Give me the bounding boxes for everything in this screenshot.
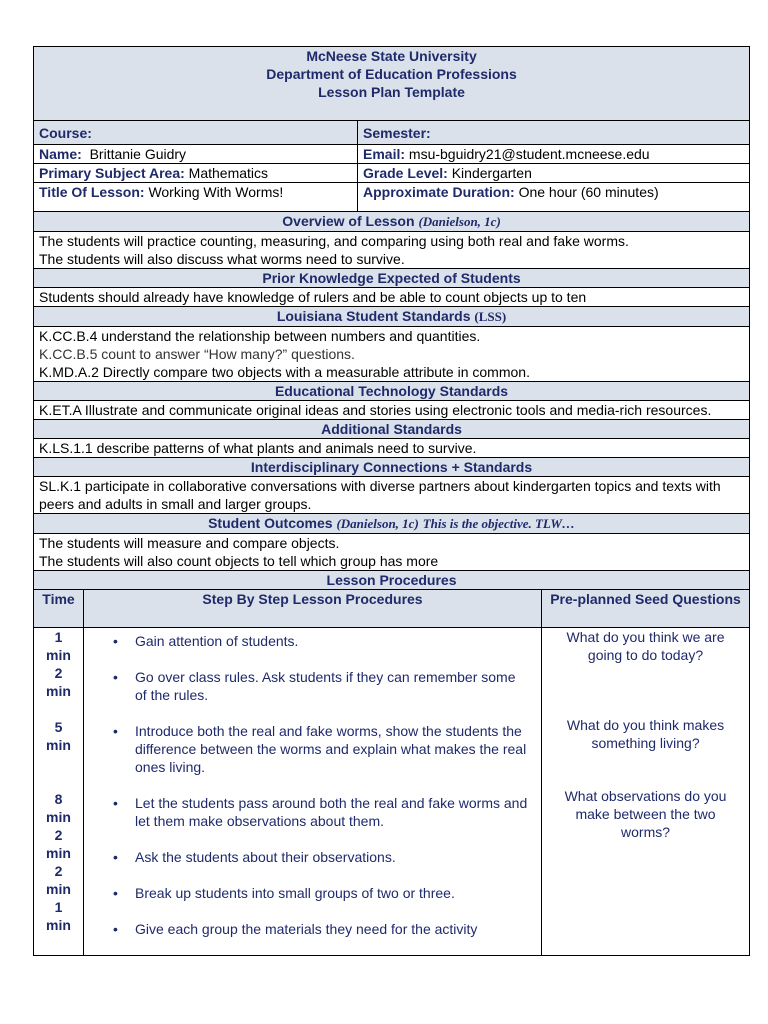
- subject-label: Primary Subject Area:: [39, 165, 185, 181]
- prior-heading-row: [34, 269, 750, 288]
- time-line: min: [46, 683, 71, 699]
- bullet-icon: •: [113, 885, 118, 901]
- tech-body-row: [34, 401, 750, 420]
- bullet-icon: •: [113, 795, 118, 811]
- step-text: Let the students pass around both the real and fake worms and let them make observations about them.: [135, 795, 528, 829]
- prior-knowledge-text: Students should already have knowledge of rulers and be able to count objects up to ten: [34, 288, 750, 307]
- university-name: McNeese State University: [306, 48, 477, 64]
- questions-column-header: Pre-planned Seed Questions: [542, 590, 750, 628]
- bullet-icon: •: [113, 849, 118, 865]
- time-line: 2: [54, 665, 63, 681]
- step-text: Go over class rules. Ask students if they can remember some of the rules.: [135, 669, 516, 703]
- title-row: [34, 183, 750, 212]
- time-column-header: Time: [34, 590, 84, 628]
- time-line: 8: [54, 791, 63, 807]
- step-text: Introduce both the real and fake worms, show the students the difference between the worms and explain what makes the real ones living.: [135, 723, 527, 775]
- time-line: 5: [54, 719, 63, 735]
- lesson-title-label: Title Of Lesson:: [39, 184, 145, 200]
- time-line: 2: [54, 863, 63, 879]
- outcomes-body: [34, 534, 750, 571]
- list-item: [89, 848, 536, 866]
- time-spacer: [39, 700, 78, 718]
- name-row: [34, 145, 750, 164]
- bullet-icon: •: [113, 723, 118, 739]
- lesson-title-cell: [34, 183, 358, 212]
- seed-question: What do you think makes something living?: [566, 717, 725, 751]
- list-item: [89, 668, 536, 704]
- lss-line-3: K.MD.A.2 Directly compare two objects with a measurable attribute in common.: [39, 364, 530, 380]
- overview-line-2: The students will also discuss what worms need to survive.: [39, 251, 405, 267]
- time-column: [34, 628, 84, 956]
- list-item: [89, 920, 536, 938]
- header-row: [34, 47, 750, 121]
- template-title: Lesson Plan Template: [318, 84, 465, 100]
- course-row: [34, 121, 750, 145]
- procedures-body-row: [34, 628, 750, 956]
- outcomes-line-1: The students will measure and compare objects.: [39, 535, 340, 551]
- outcomes-title: Student Outcomes: [208, 515, 333, 531]
- lss-body-row: [34, 327, 750, 382]
- grade-cell: [358, 164, 750, 183]
- course-cell: [34, 121, 358, 145]
- overview-heading-row: [34, 212, 750, 232]
- outcomes-heading-row: [34, 514, 750, 534]
- procedures-colhead-row: [34, 590, 750, 628]
- seed-question: What do you think we are going to do today?: [566, 629, 725, 663]
- time-line: min: [46, 917, 71, 933]
- steps-column-header: Step By Step Lesson Procedures: [84, 590, 542, 628]
- lss-heading: [34, 307, 750, 327]
- time-line: min: [46, 647, 71, 663]
- name-cell: [34, 145, 358, 164]
- name-label: Name:: [39, 146, 82, 162]
- prior-knowledge-heading: Prior Knowledge Expected of Students: [34, 269, 750, 288]
- additional-body-row: [34, 439, 750, 458]
- overview-reference: (Danielson, 1c): [418, 214, 501, 229]
- tech-standards-text: K.ET.A Illustrate and communicate original ideas and stories using electronic tools and media-rich resources.: [34, 401, 750, 420]
- grade-value: Kindergarten: [451, 165, 532, 181]
- lss-line-2: K.CC.B.5 count to answer “How many?” questions.: [39, 346, 355, 362]
- course-label: Course:: [39, 125, 92, 141]
- tech-standards-heading: Educational Technology Standards: [34, 382, 750, 401]
- semester-cell: [358, 121, 750, 145]
- interdisciplinary-text: SL.K.1 participate in collaborative conversations with diverse partners about kindergarten topics and texts with peers and adults in small and larger groups.: [34, 477, 750, 514]
- time-spacer: [39, 754, 78, 790]
- time-line: min: [46, 737, 71, 753]
- lss-heading-row: [34, 307, 750, 327]
- document-header: [34, 47, 750, 121]
- duration-label: Approximate Duration:: [363, 184, 515, 200]
- bullet-icon: •: [113, 669, 118, 685]
- interdisciplinary-heading: Interdisciplinary Connections + Standards: [34, 458, 750, 477]
- inter-body-row: [34, 477, 750, 514]
- step-text: Give each group the materials they need for the activity: [135, 921, 478, 937]
- seed-question: What observations do you make between the two worms?: [564, 788, 727, 840]
- outcomes-heading: [34, 514, 750, 534]
- additional-standards-text: K.LS.1.1 describe patterns of what plants and animals need to survive.: [34, 439, 750, 458]
- semester-label: Semester:: [363, 125, 431, 141]
- outcomes-line-2: The students will also count objects to tell which group has more: [39, 553, 439, 569]
- email-label: Email:: [363, 146, 406, 162]
- time-line: 1: [54, 629, 63, 645]
- time-line: 1: [54, 899, 63, 915]
- overview-body: [34, 232, 750, 269]
- bullet-icon: •: [113, 633, 118, 649]
- step-text: Gain attention of students.: [135, 633, 299, 649]
- tech-heading-row: [34, 382, 750, 401]
- department-name: Department of Education Professions: [266, 66, 517, 82]
- additional-standards-heading: Additional Standards: [34, 420, 750, 439]
- lesson-plan-table: [33, 46, 750, 956]
- subject-value: Mathematics: [188, 165, 269, 181]
- overview-title: Overview of Lesson: [282, 213, 415, 229]
- lss-body: [34, 327, 750, 382]
- name-value: Brittanie Guidry: [89, 146, 187, 162]
- list-item: [89, 722, 536, 776]
- bullet-icon: •: [113, 921, 118, 937]
- email-value: msu-bguidry21@student.mcneese.edu: [408, 146, 650, 162]
- prior-body-row: [34, 288, 750, 307]
- email-cell: [358, 145, 750, 164]
- list-item: [89, 794, 536, 830]
- overview-body-row: [34, 232, 750, 269]
- list-item: [89, 884, 536, 902]
- outcomes-body-row: [34, 534, 750, 571]
- time-line: min: [46, 845, 71, 861]
- lss-reference: (LSS): [474, 309, 507, 324]
- time-line: 2: [54, 827, 63, 843]
- lesson-title-value: Working With Worms!: [148, 184, 284, 200]
- overview-line-1: The students will practice counting, measuring, and comparing using both real and fake worms.: [39, 233, 629, 249]
- procedures-title: Lesson Procedures: [34, 571, 750, 590]
- additional-heading-row: [34, 420, 750, 439]
- inter-heading-row: [34, 458, 750, 477]
- steps-list: [89, 628, 536, 938]
- duration-value: One hour (60 minutes): [518, 184, 659, 200]
- step-text: Break up students into small groups of two or three.: [135, 885, 455, 901]
- outcomes-reference: (Danielson, 1c): [336, 516, 419, 531]
- time-line: min: [46, 881, 71, 897]
- step-text: Ask the students about their observations.: [135, 849, 396, 865]
- lss-title: Louisiana Student Standards: [276, 308, 471, 324]
- procedures-title-row: [34, 571, 750, 590]
- lss-line-1: K.CC.B.4 understand the relationship between numbers and quantities.: [39, 328, 481, 344]
- duration-cell: [358, 183, 750, 212]
- questions-column: [542, 628, 750, 956]
- subject-cell: [34, 164, 358, 183]
- steps-column: [84, 628, 542, 956]
- list-item: [89, 632, 536, 650]
- overview-heading: [34, 212, 750, 232]
- outcomes-note: This is the objective. TLW…: [422, 516, 575, 531]
- subject-row: [34, 164, 750, 183]
- time-line: min: [46, 809, 71, 825]
- grade-label: Grade Level:: [363, 165, 448, 181]
